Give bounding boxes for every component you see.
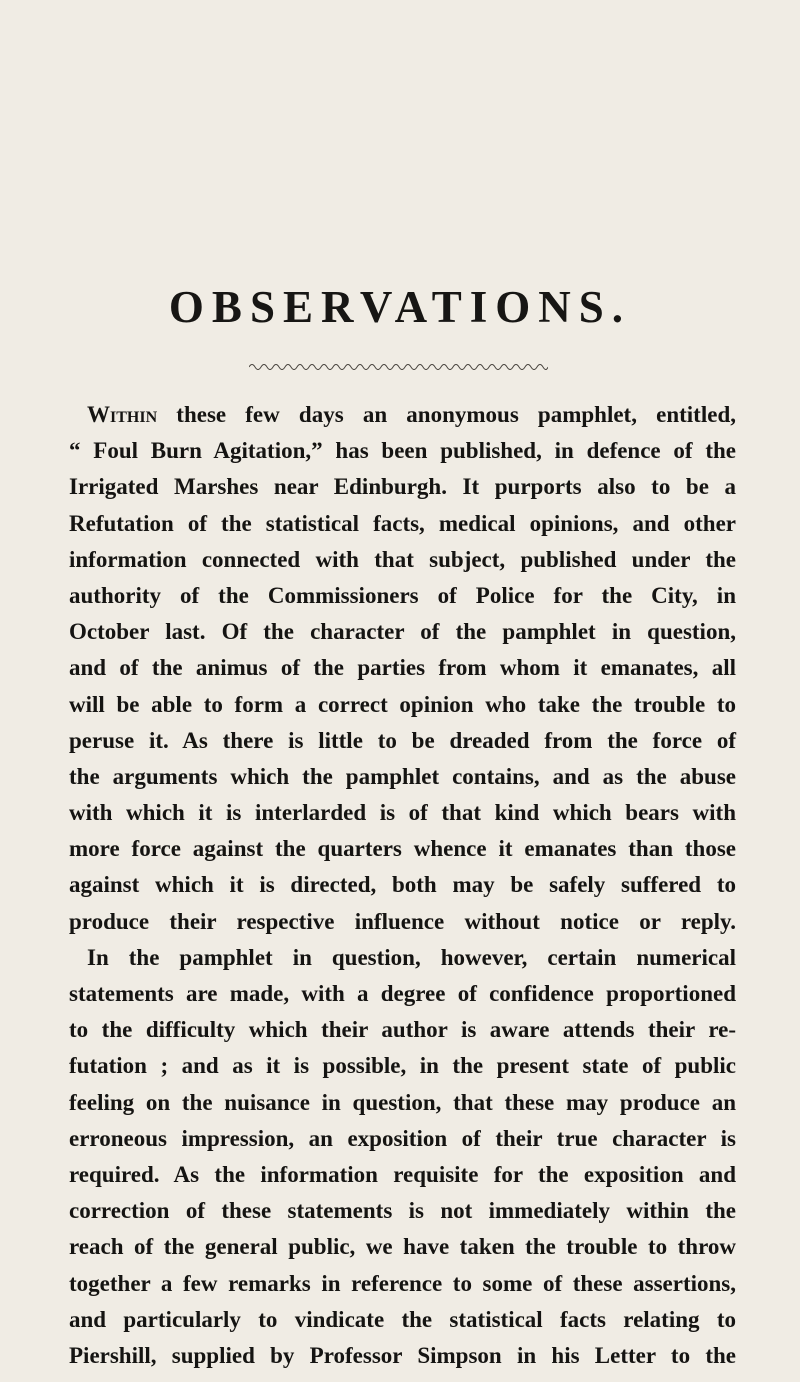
page-title: OBSERVATIONS. bbox=[168, 282, 632, 332]
text-line: and of the animus of the parties from whom it emanates, all bbox=[69, 655, 736, 681]
text-line: In the pamphlet in question, however, certain numerical bbox=[87, 944, 736, 970]
text-line: October last. Of the character of the pamphlet in question, bbox=[69, 619, 736, 645]
text-line: peruse it. As there is little to be dreaded from the force of bbox=[69, 727, 736, 753]
text-line: feeling on the nuisance in question, that these may produce an bbox=[69, 1089, 736, 1115]
text-line: futation ; and as it is possible, in the present state of public bbox=[69, 1053, 736, 1079]
text-line: more force against the quarters whence it emanates than those bbox=[69, 836, 736, 862]
text-line: produce their respective influence without notice or reply. bbox=[69, 908, 736, 934]
text-line: the arguments which the pamphlet contains, and as the abuse bbox=[69, 763, 736, 789]
wavy-rule-ornament bbox=[249, 362, 548, 372]
text-line: correction of these statements is not immediately within the bbox=[69, 1198, 736, 1224]
body-text bbox=[69, 397, 736, 1374]
text-line: erroneous impression, an exposition of their true character is bbox=[69, 1125, 736, 1151]
text-line: and particularly to vindicate the statistical facts relating to bbox=[69, 1306, 736, 1332]
text-line: Refutation of the statistical facts, medical opinions, and other bbox=[69, 510, 736, 536]
opening-word: Within bbox=[87, 402, 158, 427]
text-line: required. As the information requisite for the exposition and bbox=[69, 1161, 736, 1187]
text-line: will be able to form a correct opinion who take the trouble to bbox=[69, 691, 736, 717]
text-line: “ Foul Burn Agitation,” has been published, in defence of the bbox=[69, 438, 736, 464]
text-line: together a few remarks in reference to some of these assertions, bbox=[69, 1270, 736, 1296]
text-line: with which it is interlarded is of that kind which bears with bbox=[69, 800, 736, 826]
text-line: against which it is directed, both may be safely suffered to bbox=[69, 872, 736, 898]
text-line: information connected with that subject, published under the bbox=[69, 546, 736, 572]
text-line: reach of the general public, we have taken the trouble to throw bbox=[69, 1234, 736, 1260]
text-line-1 bbox=[69, 397, 736, 433]
text-line: Irrigated Marshes near Edinburgh. It purports also to be a bbox=[69, 474, 736, 500]
text-line: authority of the Commissioners of Police for the City, in bbox=[69, 582, 736, 608]
text-line: statements are made, with a degree of confidence proportioned bbox=[69, 981, 736, 1006]
text-line-1-rest: these few days an anonymous pamphlet, entitled, bbox=[157, 402, 736, 427]
text-line: Piershill, supplied by Professor Simpson in his Letter to the bbox=[69, 1342, 736, 1368]
text-line: to the difficulty which their author is aware attends their re- bbox=[69, 1017, 736, 1043]
